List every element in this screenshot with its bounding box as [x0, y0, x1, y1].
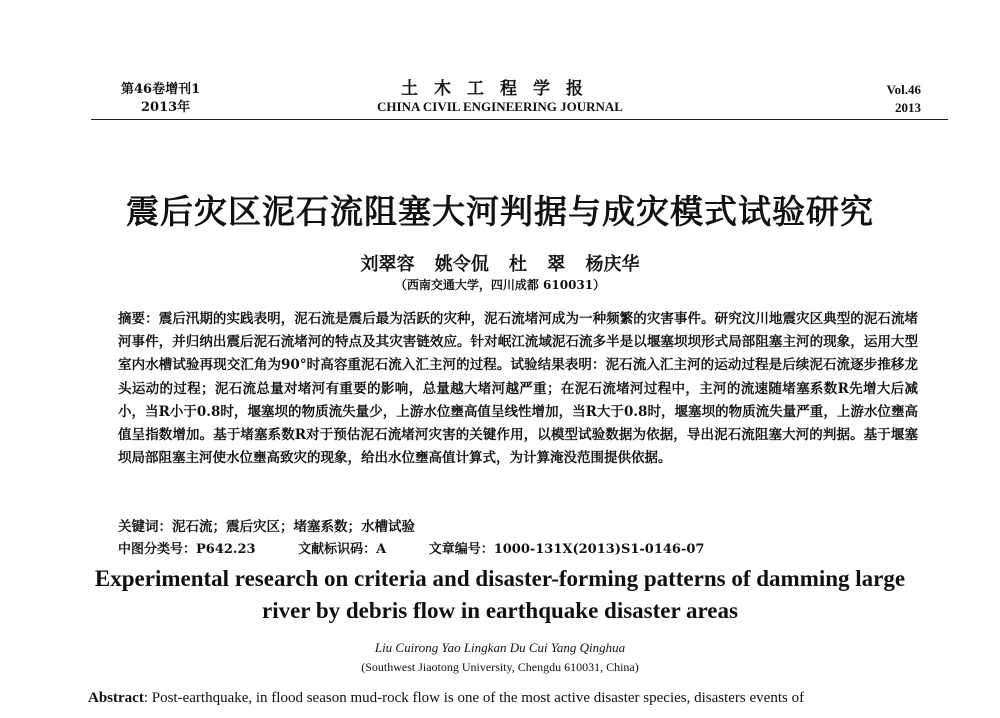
- abstract-cn-label: 摘要：: [118, 311, 159, 327]
- keywords-label: 关键词：: [118, 519, 172, 535]
- affiliation-en: (Southwest Jiaotong University, Chengdu 610031, China): [361, 660, 639, 674]
- publication-year-en: 2013: [895, 100, 921, 115]
- abstract-cn: [118, 308, 918, 470]
- abstract-en-text: : Post-earthquake, in flood season mud-rock flow is one of the most active disaster species, disasters events of: [143, 690, 805, 706]
- journal-name: [0, 80, 1000, 116]
- volume-en: Vol.46: [886, 82, 921, 97]
- authors-en: Liu Cuirong Yao Lingkan Du Cui Yang Qinghua: [374, 640, 626, 655]
- header-divider: [91, 119, 948, 120]
- journal-name-en: CHINA CIVIL ENGINEERING JOURNAL: [377, 99, 623, 114]
- keywords-text: 泥石流；震后灾区；堵塞系数；水槽试验: [172, 519, 415, 535]
- journal-name-cn: 土木工程学报: [401, 79, 599, 99]
- abstract-en: [88, 690, 948, 707]
- clc-number: 中图分类号：P642.23: [118, 542, 256, 557]
- paper-title-cn: 震后灾区泥石流阻塞大河判据与成灾模式试验研究: [126, 192, 874, 231]
- classification-line: [118, 538, 742, 557]
- document-code: 文献标识码：A: [298, 542, 387, 557]
- journal-volume-en: [886, 81, 921, 117]
- authors-cn: 刘翠容 姚令侃 杜 翠 杨庆华: [360, 254, 640, 275]
- publication-year-cn: 2013年: [141, 100, 191, 115]
- article-number: 文章编号：1000-131X(2013)S1-0146-07: [428, 542, 705, 557]
- affiliation-cn: （西南交通大学，四川成都 610031）: [394, 278, 606, 292]
- abstract-en-label: Abstract: [88, 690, 144, 706]
- abstract-cn-text: 震后汛期的实践表明，泥石流是震后最为活跃的灾种，泥石流堵河成为一种频繁的灾害事件。研究汶川地震灾区典型的泥石流堵河事件，并归纳出震后泥石流堵河的特点及其灾害链效应。针对岷江流域泥石流多半是以堰塞坝坝形式局部阻塞主河的现象，运用大型室内水槽试验再现交汇角为90°时高容重泥石流入汇主河的过程。试验结果表明：泥石流入汇主河的运动过程是后续泥石流逐步推移龙头运动的过程；泥石流总量对堵河有重要的影响，总量越大堵河越严重；在泥石流堵河过程中，主河的流速随堵塞系数R先增大后减小，当R小于0.8时，堰塞坝的物质流失量少，上游水位壅高值呈线性增加，当R大于0.8时，堰塞坝的物质流失量严重，上游水位壅高值呈指数增加。基于堵塞系数R对于预估泥石流堵河灾害的关键作用，以模型试验数据为依据，导出泥石流阻塞大河的判据。基于堰塞坝局部阻塞主河使水位壅高致灾的现象，给出水位壅高值计算式，为计算淹没范围提供依据。: [118, 311, 919, 467]
- paper-title-en: Experimental research on criteria and disaster-forming patterns of damming large river by debris flow in earthquake disaster areas: [94, 566, 906, 623]
- volume-issue: 第46卷增刊1: [121, 82, 201, 97]
- keywords-cn: [118, 515, 415, 535]
